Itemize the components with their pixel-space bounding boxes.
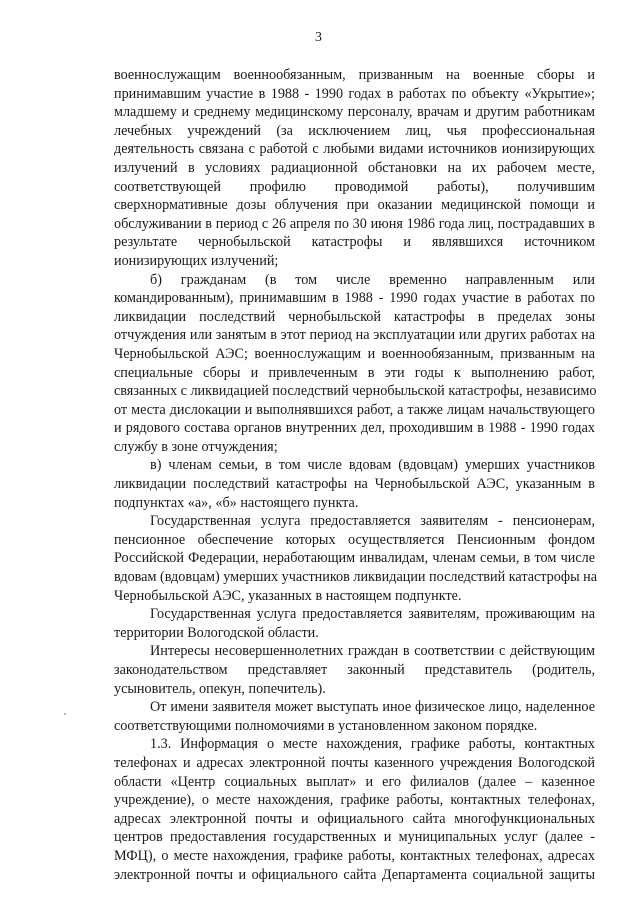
text-line: Интересы несовершеннолетних граждан в соответствии с действующим <box>150 643 595 660</box>
text-line: законодательством представляет законный представитель (родитель, <box>114 662 595 678</box>
text-line: Государственная услуга предоставляется заявителям, проживающим на <box>150 606 595 623</box>
text-line: ионизирующих излучений; <box>114 252 279 269</box>
text-line: военнослужащим военнообязанным, призванным на военные сборы и <box>114 67 595 83</box>
paragraph <box>78 605 595 642</box>
text-line: деятельность связана с работой с любыми видами источников ионизирующих <box>114 141 595 158</box>
text-line: лечебных учреждений (за исключением лиц, чья профессиональная <box>114 122 595 139</box>
text-line: ликвидации последствий катастрофы на Чернобыльской АЭС, указанным в <box>114 476 595 493</box>
paragraph <box>78 735 595 884</box>
text-line: командированным), принимавшим в 1988 - 1990 годах участие в работах по <box>114 290 595 307</box>
margin-dot <box>64 713 66 715</box>
text-line: от места дислокации и выполнявшихся работ, а также лицам начальствующего <box>114 401 595 418</box>
text-line: обслуживании в период с 26 апреля по 30 июня 1986 года лиц, пострадавших в <box>114 215 595 232</box>
paragraph <box>78 66 595 271</box>
text-line: 1.3. Информация о месте нахождения, графике работы, контактных <box>150 736 595 753</box>
text-line: усыновитель, опекун, попечитель). <box>114 680 326 697</box>
text-line: подпунктах «а», «б» настоящего пункта. <box>114 494 359 511</box>
text-line: Государственная услуга предоставляется заявителям - пенсионерам, <box>150 513 595 530</box>
text-line: б) гражданам (в том числе временно направленным или <box>150 271 595 288</box>
text-line: адресах электронной почты и официального сайта многофункциональных <box>114 810 595 827</box>
text-line: сверхнормативные дозы облучения при оказании медицинской помощи и <box>114 197 595 214</box>
text-line: Российской Федерации, неработающим инвалидам, членам семьи, в том числе <box>114 550 595 567</box>
text-line: телефонах и адресах электронной почты казенного учреждения Вологодской <box>114 754 595 771</box>
text-line: соответствующими полномочиями в установленном законом порядке. <box>114 717 538 734</box>
paragraph <box>78 512 598 605</box>
text-line: специальные сборы и привлеченным в эти годы к выполнению работ, <box>114 364 595 381</box>
paragraph <box>78 456 595 512</box>
text-line: службу в зоне отчуждения; <box>114 438 278 455</box>
paragraph <box>78 271 595 457</box>
text-line: учреждение), о месте нахождения, графике работы, контактных телефонах, <box>114 792 595 809</box>
text-line: Чернобыльской АЭС; военнослужащим и военнообязанным, призванным на <box>114 345 595 362</box>
text-line: центров предоставления государственных и муниципальных услуг (далее - <box>114 829 595 846</box>
text-line: ликвидации последствий чернобыльской катастрофы в пределах зоны <box>114 308 595 325</box>
text-line: пенсионное обеспечение которых осуществляется Пенсионным фондом <box>114 531 595 548</box>
text-line: вдовам (вдовцам) умерших участников ликвидации последствий катастрофы на <box>114 569 598 586</box>
text-line: принимавшим участие в 1988 - 1990 годах в работах по объекту «Укрытие»; <box>114 85 595 102</box>
text-line: связанных с ликвидацией последствий чернобыльской катастрофы, независимо <box>114 383 597 400</box>
text-line: младшему и среднему медицинскому персоналу, врачам и другим работникам <box>114 104 595 121</box>
text-line: в) членам семьи, в том числе вдовам (вдовцам) умерших участников <box>150 457 595 474</box>
page-number: 3 <box>315 30 322 45</box>
text-line: территории Вологодской области. <box>114 624 319 641</box>
document-body <box>78 66 598 884</box>
text-line: отчуждения или занятым в этот период на эксплуатации или других работах на <box>114 327 595 344</box>
text-line: результате чернобыльской катастрофы и являвшихся источником <box>114 234 595 251</box>
text-line: соответствующей профилю проводимой работы), получившим <box>114 178 595 195</box>
paragraph <box>78 698 595 735</box>
text-line: и рядового состава органов внутренних дел, проходившим в 1988 - 1990 годах <box>114 420 595 437</box>
text-line: области «Центр социальных выплат» и его филиалов (далее – казенное <box>114 773 595 790</box>
paragraph <box>78 642 595 698</box>
text-line: От имени заявителя может выступать иное физическое лицо, наделенное <box>150 699 595 716</box>
text-line: МФЦ), о месте нахождения, графике работы, контактных телефонах, адресах <box>114 847 595 864</box>
text-line: излучений в условиях радиационной обстановки на их рабочем месте, <box>114 159 595 176</box>
text-line: электронной почты и официального сайта Департамента социальной защиты <box>114 866 595 883</box>
text-line: Чернобыльской АЭС, указанных в настоящем подпункте. <box>114 587 462 604</box>
